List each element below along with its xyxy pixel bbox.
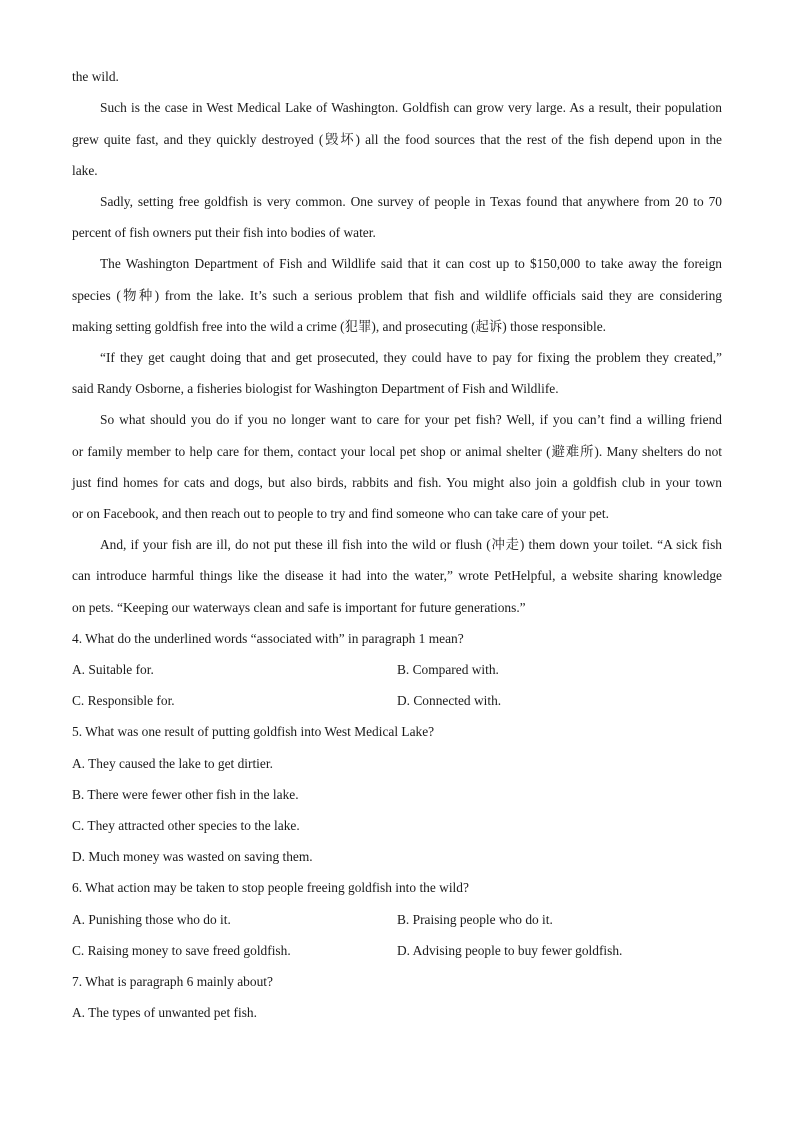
passage-line: Sadly, setting free goldfish is very common. One survey of people in Texas found that anywhere from 20 to 70	[100, 194, 722, 209]
passage-line: can introduce harmful things like the disease it had into the water,” wrote PetHelpful, a website sharing knowledge	[72, 568, 722, 583]
passage-line: And, if your fish are ill, do not put these ill fish into the wild or flush (冲走) them down your toilet. “A sick fish	[100, 537, 722, 552]
passage-line: said Randy Osborne, a fisheries biologist for Washington Department of Fish and Wildlife.	[72, 381, 559, 396]
passage-line: percent of fish owners put their fish into bodies of water.	[72, 225, 376, 240]
passage-line: just find homes for cats and dogs, but also birds, rabbits and fish. You might also join a goldfish club in your town	[72, 475, 722, 490]
passage-line: or family member to help care for them, contact your local pet shop or animal shelter (避难所). Many shelters do not	[72, 444, 722, 459]
option-c: C. They attracted other species to the lake.	[72, 818, 300, 833]
option-a: A. The types of unwanted pet fish.	[72, 1005, 257, 1020]
option-b: B. Compared with.	[397, 662, 499, 677]
passage-line: or on Facebook, and then reach out to people to try and find someone who can take care of your pet.	[72, 506, 609, 521]
option-b: B. Praising people who do it.	[397, 912, 553, 927]
option-d: D. Advising people to buy fewer goldfish.	[397, 943, 623, 958]
passage-line: lake.	[72, 163, 98, 178]
option-c: C. Responsible for.	[72, 693, 175, 708]
passage-line: the wild.	[72, 69, 119, 84]
passage-line: on pets. “Keeping our waterways clean and safe is important for future generations.”	[72, 600, 526, 615]
question-stem: 5. What was one result of putting goldfish into West Medical Lake?	[72, 724, 435, 739]
passage-line: making setting goldfish free into the wild a crime (犯罪), and prosecuting (起诉) those responsible.	[72, 319, 607, 334]
option-b: B. There were fewer other fish in the lake.	[72, 787, 299, 802]
option-a: A. They caused the lake to get dirtier.	[72, 756, 273, 771]
passage-line: The Washington Department of Fish and Wildlife said that it can cost up to $150,000 to take away the foreign	[100, 256, 722, 271]
passage-line: grew quite fast, and they quickly destroyed (毁坏) all the food sources that the rest of the fish depend upon in the	[72, 132, 722, 147]
passage-line: So what should you do if you no longer want to care for your pet fish? Well, if you can’t find a willing friend	[100, 412, 722, 427]
question-stem: 4. What do the underlined words “associated with” in paragraph 1 mean?	[72, 631, 464, 646]
passage-line: “If they get caught doing that and get prosecuted, they could have to pay for fixing the problem they created,”	[100, 350, 722, 365]
question-stem: 7. What is paragraph 6 mainly about?	[72, 974, 273, 989]
passage-line: Such is the case in West Medical Lake of Washington. Goldfish can grow very large. As a result, their population	[100, 100, 722, 115]
question-stem: 6. What action may be taken to stop people freeing goldfish into the wild?	[72, 880, 469, 895]
option-c: C. Raising money to save freed goldfish.	[72, 943, 291, 958]
option-a: A. Suitable for.	[72, 662, 154, 677]
passage-line: species (物种) from the lake. It’s such a serious problem that fish and wildlife officials said they are considering	[72, 288, 722, 303]
option-d: D. Much money was wasted on saving them.	[72, 849, 313, 864]
option-a: A. Punishing those who do it.	[72, 912, 231, 927]
option-d: D. Connected with.	[397, 693, 502, 708]
